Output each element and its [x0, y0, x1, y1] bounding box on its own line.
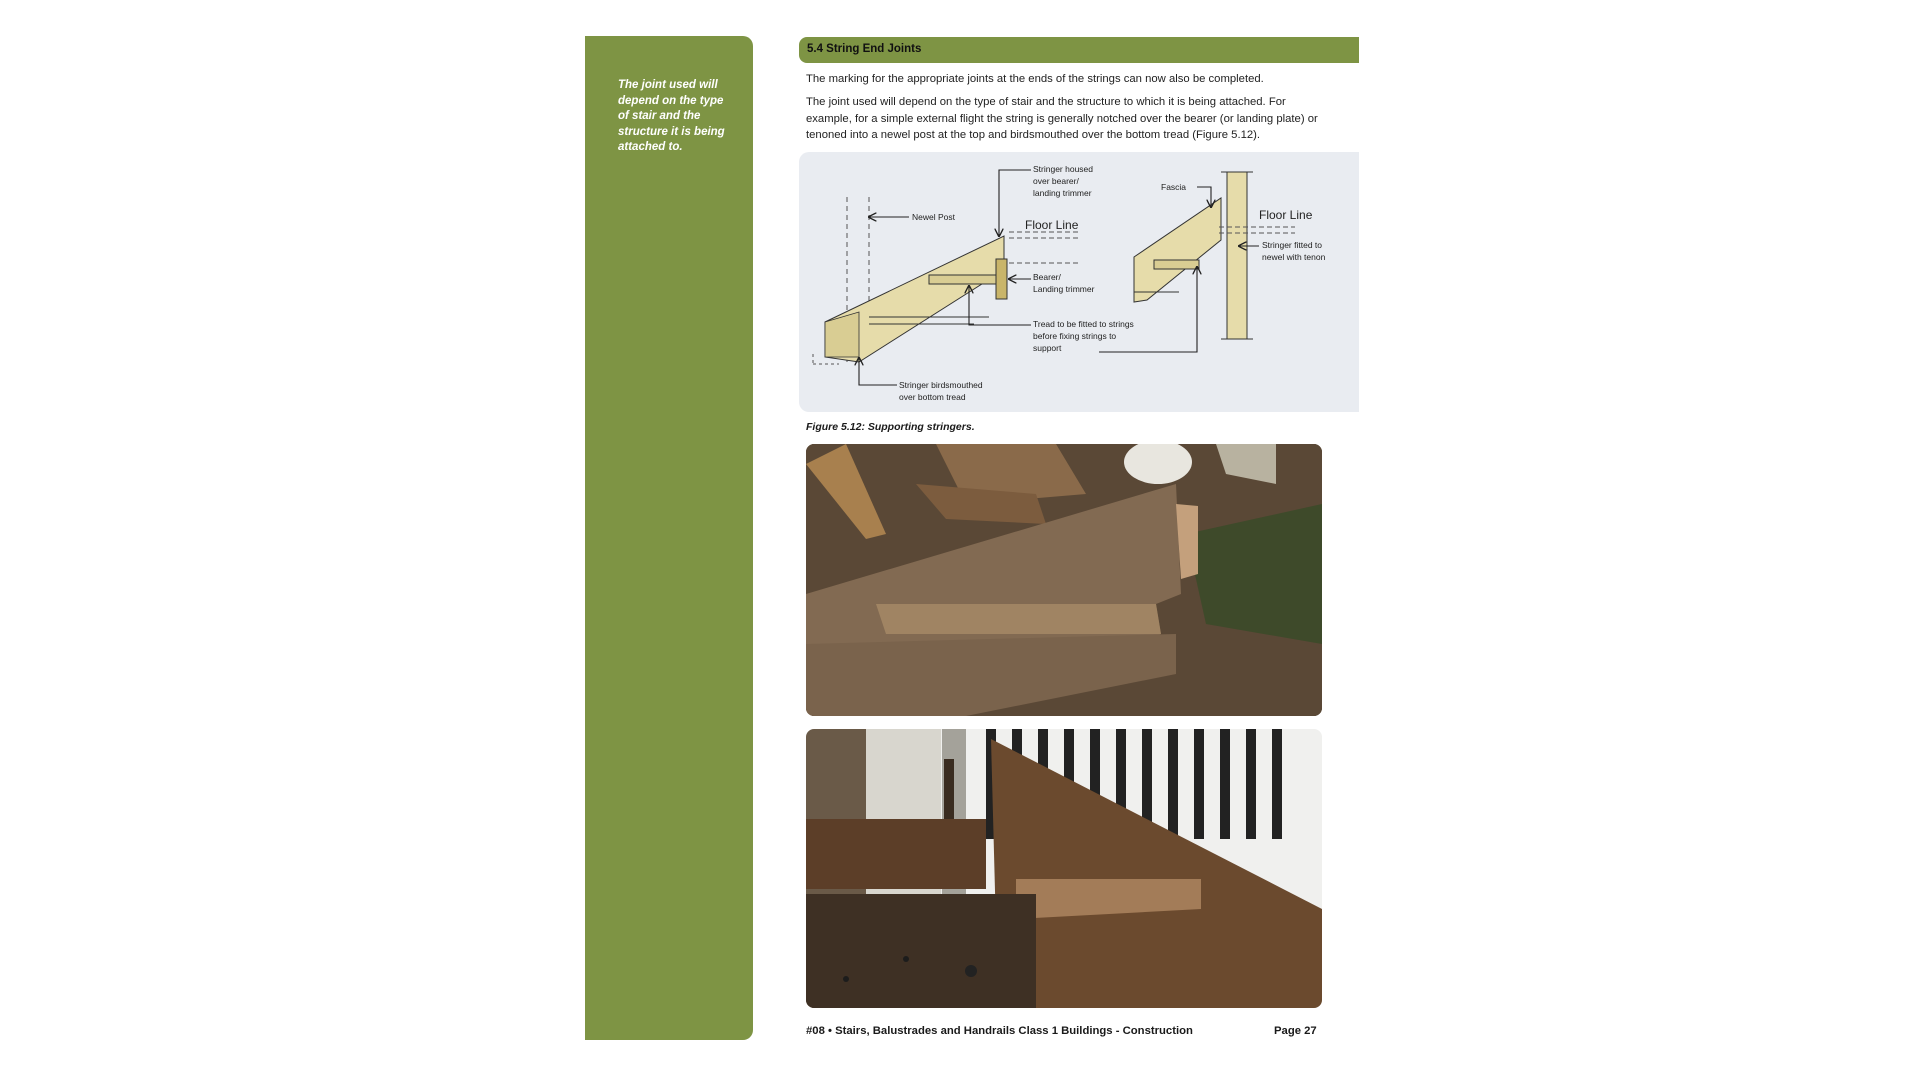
- label-birdsmouth-2: over bottom tread: [899, 392, 966, 402]
- label-newel-post: Newel Post: [912, 212, 955, 222]
- label-stringer-housed-2: over bearer/: [1033, 176, 1079, 186]
- label-bearer-1: Bearer/: [1033, 272, 1061, 282]
- sidebar-panel: [585, 36, 753, 1040]
- stringer-diagram: [799, 152, 1359, 412]
- label-stringer-housed-1: Stringer housed: [1033, 164, 1094, 174]
- label-floor-line-right: Floor Line: [1259, 208, 1313, 222]
- section-header: [799, 37, 1359, 63]
- figure-diagram-panel: [799, 152, 1359, 412]
- label-tread-3: support: [1033, 343, 1062, 353]
- label-stringer-housed-3: landing trimmer: [1033, 188, 1092, 198]
- label-floor-line-left: Floor Line: [1025, 218, 1079, 232]
- page-number: Page 27: [1274, 1025, 1317, 1037]
- pull-quote: The joint used will depend on the type of stair and the structure it is being attached to.: [618, 79, 725, 153]
- label-tread-1: Tread to be fitted to strings: [1033, 319, 1134, 329]
- label-tenon-1: Stringer fitted to: [1262, 240, 1323, 250]
- label-tenon-2: newel with tenon: [1262, 252, 1326, 262]
- body-paragraph-2: The joint used will depend on the type of stair and the structure to which it is being attached. For example, for a simple external flight the string is generally notched over the bearer (or landing plate) or tenoned into a newel post at the top and birdsmouthed over the bottom tread (Figure 5.12).: [806, 96, 1318, 141]
- footer-title: #08 • Stairs, Balustrades and Handrails Class 1 Buildings - Construction: [806, 1025, 1193, 1037]
- photo-stringer-tenon: [806, 729, 1322, 1008]
- section-title: 5.4 String End Joints: [807, 43, 922, 55]
- body-paragraph-1: The marking for the appropriate joints at the ends of the strings can now also be completed.: [806, 73, 1264, 85]
- figure-caption: Figure 5.12: Supporting stringers.: [806, 421, 975, 433]
- photo-stringer-notch: [806, 444, 1322, 716]
- left-stair-assembly: [813, 164, 1134, 402]
- label-bearer-2: Landing trimmer: [1033, 284, 1095, 294]
- label-fascia: Fascia: [1161, 182, 1187, 192]
- label-tread-2: before fixing strings to: [1033, 331, 1117, 341]
- label-birdsmouth-1: Stringer birdsmouthed: [899, 380, 983, 390]
